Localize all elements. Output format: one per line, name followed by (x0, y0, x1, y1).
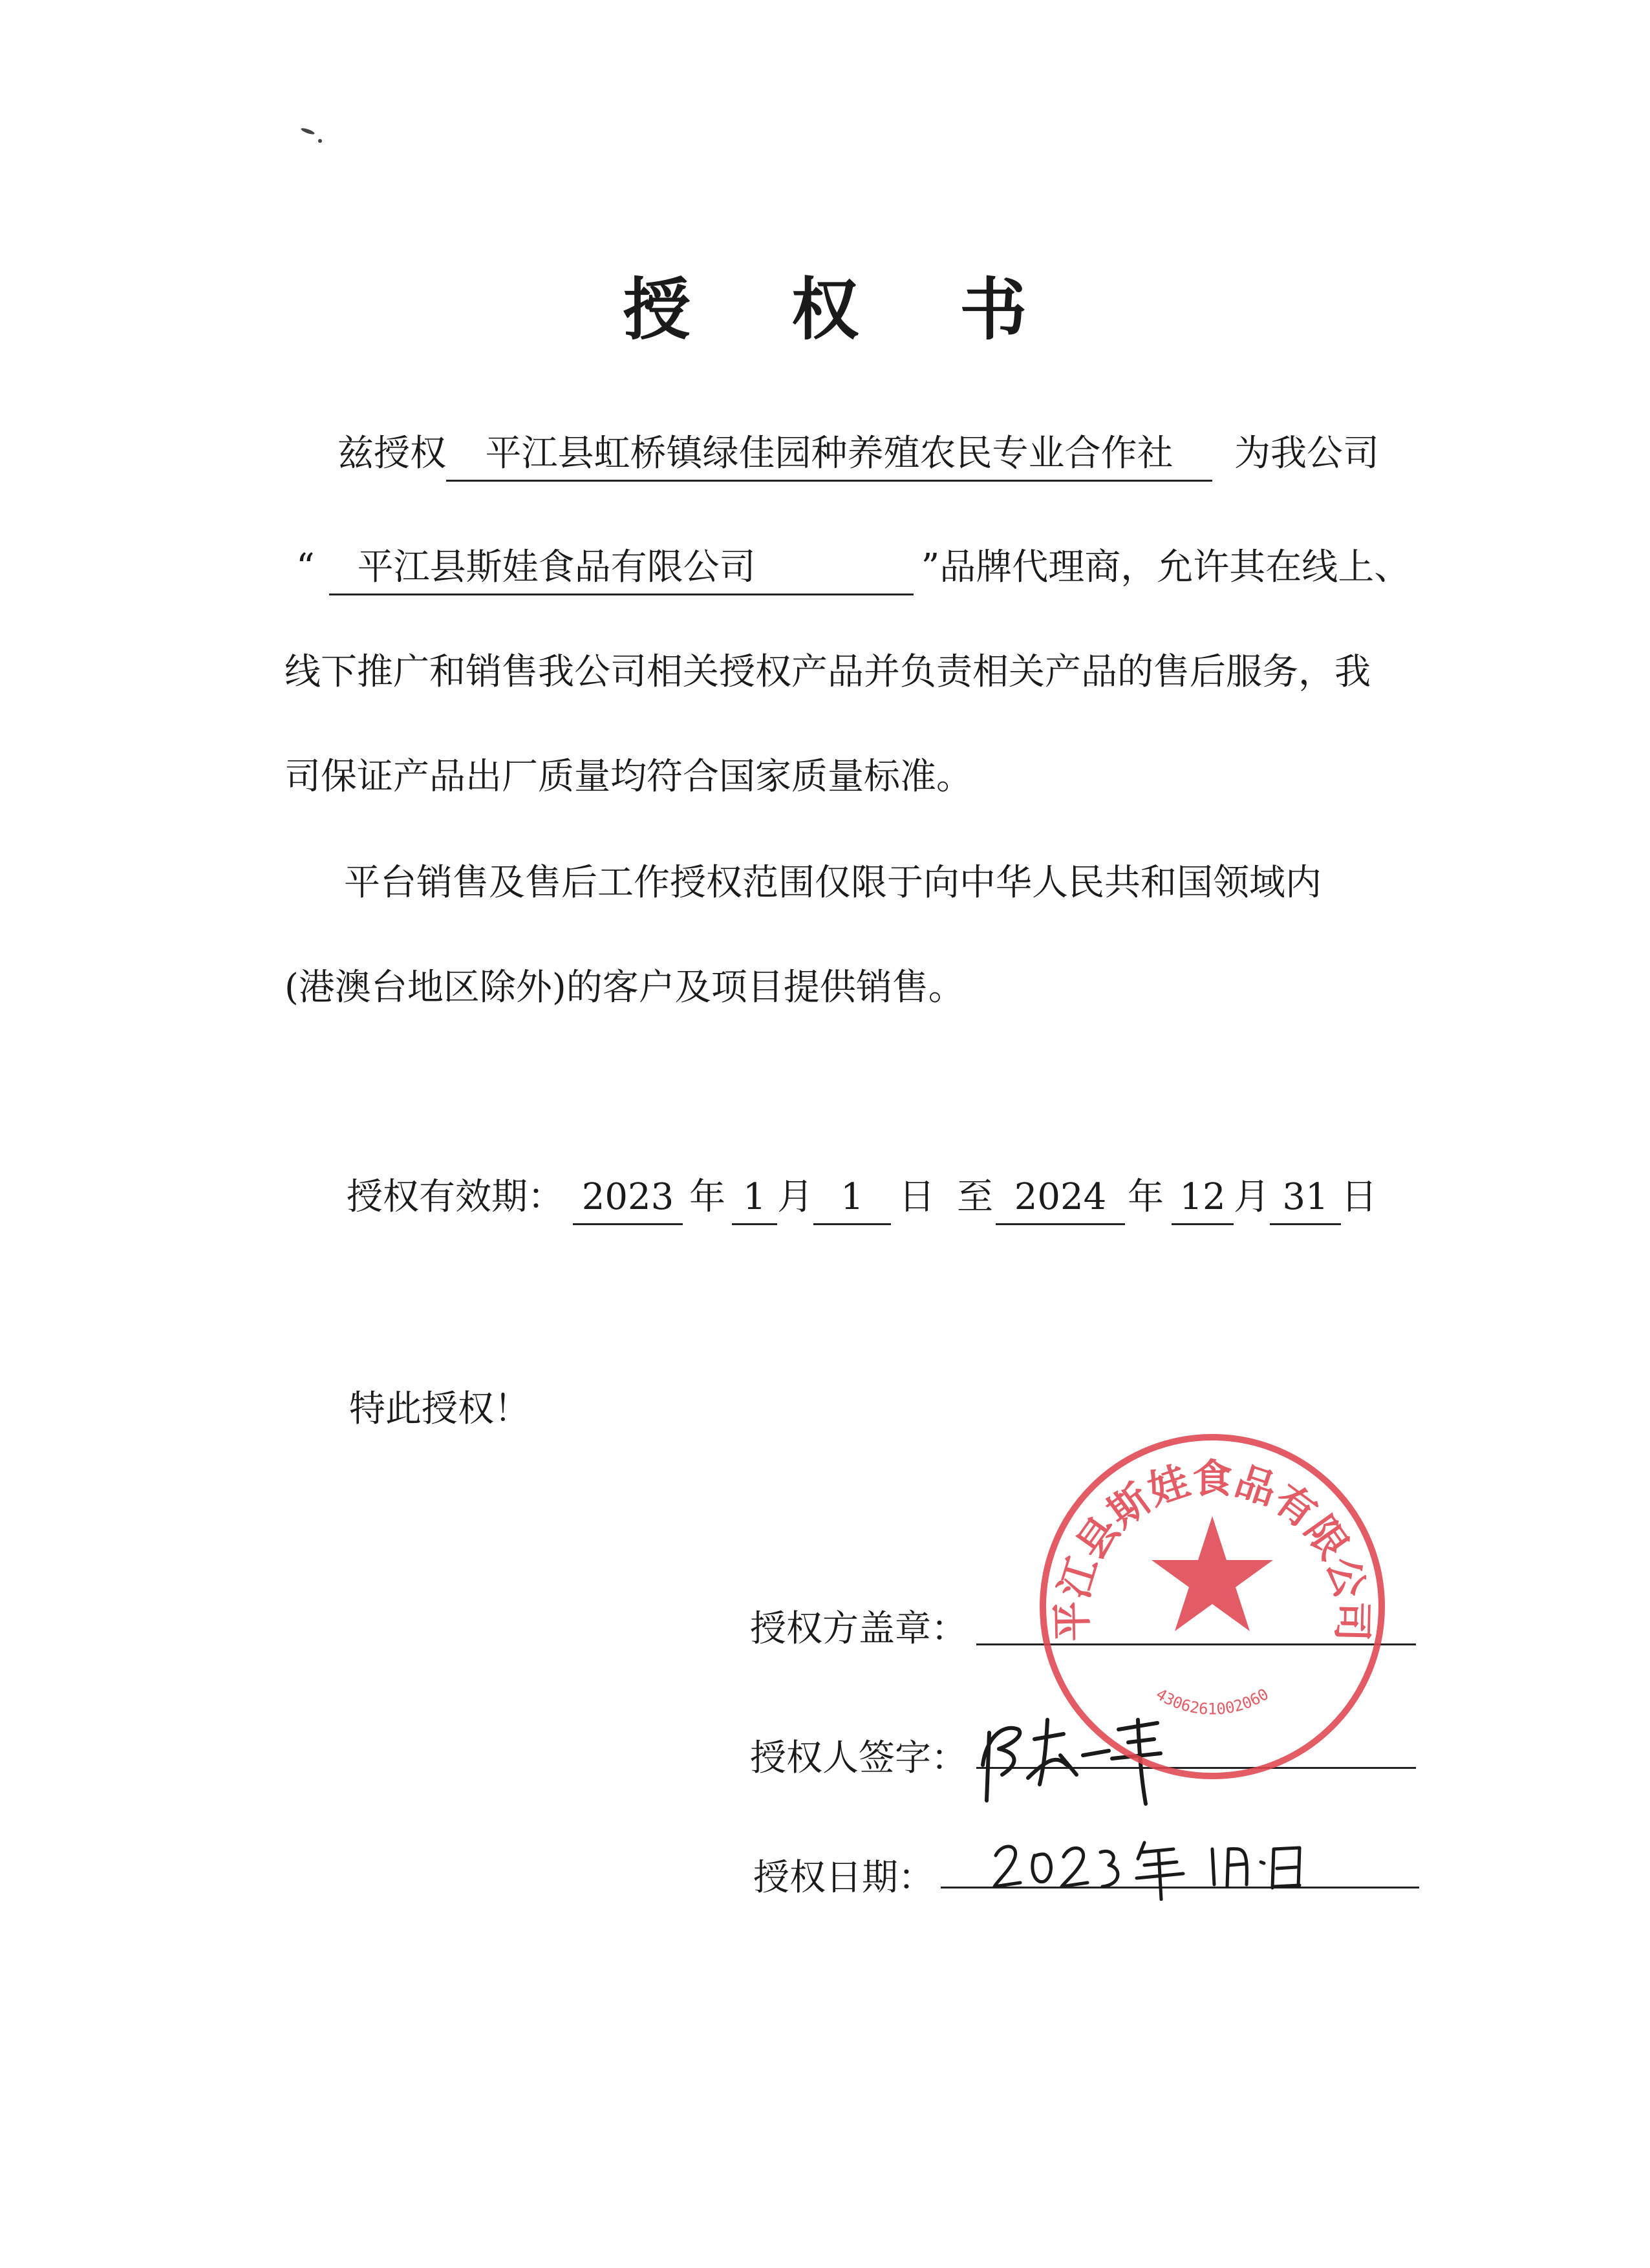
end-month: 12 (1172, 1171, 1234, 1225)
unit-day-2: 日 (1341, 1176, 1377, 1218)
validity-label: 授权有效期： (347, 1176, 564, 1218)
document-title: 授 权 书 (623, 270, 1066, 349)
company-stamp (1031, 1426, 1393, 1788)
para1-line4: 司保证产品出厂质量均符合国家质量标准。 (284, 756, 972, 798)
grant-suffix: 为我公司 (1234, 433, 1379, 475)
seal-label: 授权方盖章： (750, 1608, 967, 1650)
handwritten-date (989, 1830, 1325, 1901)
signer-label: 授权人签字： (750, 1737, 967, 1779)
svg-text:4306261002060: 4306261002060 (1153, 1685, 1272, 1718)
svg-text:平江县斯娃食品有限公司: 平江县斯娃食品有限公司 (1048, 1455, 1377, 1642)
para2-line2: (港澳台地区除外)的客户及项目提供销售。 (284, 967, 965, 1009)
date-label: 授权日期： (753, 1857, 934, 1899)
validity-line (347, 1171, 1377, 1225)
para1-line3: 线下推广和销售我公司相关授权产品并负责相关产品的售后服务，我 (284, 651, 1371, 693)
para1-line2 (296, 542, 1410, 595)
quote-open: “ (296, 546, 315, 588)
para2-line1: 平台销售及售后工作授权范围仅限于向中华人民共和国领域内 (344, 862, 1322, 904)
para1-line1 (338, 428, 1379, 482)
scan-speck (301, 127, 316, 135)
validity-to: 至 (957, 1176, 993, 1218)
grant-prefix: 兹授权 (338, 433, 446, 475)
start-month: 1 (732, 1171, 777, 1225)
brand-rest: ”品牌代理商，允许其在线上、 (921, 546, 1411, 588)
start-year: 2023 (573, 1171, 683, 1225)
unit-month-1: 月 (777, 1176, 813, 1218)
end-year: 2024 (996, 1171, 1125, 1225)
scan-speck (318, 139, 322, 143)
unit-day-1: 日 (899, 1176, 935, 1218)
grantee-name: 平江县虹桥镇绿佳园种养殖农民专业合作社 (446, 428, 1212, 482)
closing-text: 特此授权！ (349, 1388, 530, 1430)
unit-year-2: 年 (1128, 1176, 1164, 1218)
unit-month-2: 月 (1234, 1176, 1270, 1218)
brand-name: 平江县斯娃食品有限公司 (329, 542, 914, 595)
unit-year-1: 年 (689, 1176, 725, 1218)
start-day: 1 (813, 1171, 891, 1225)
end-day: 31 (1270, 1171, 1341, 1225)
